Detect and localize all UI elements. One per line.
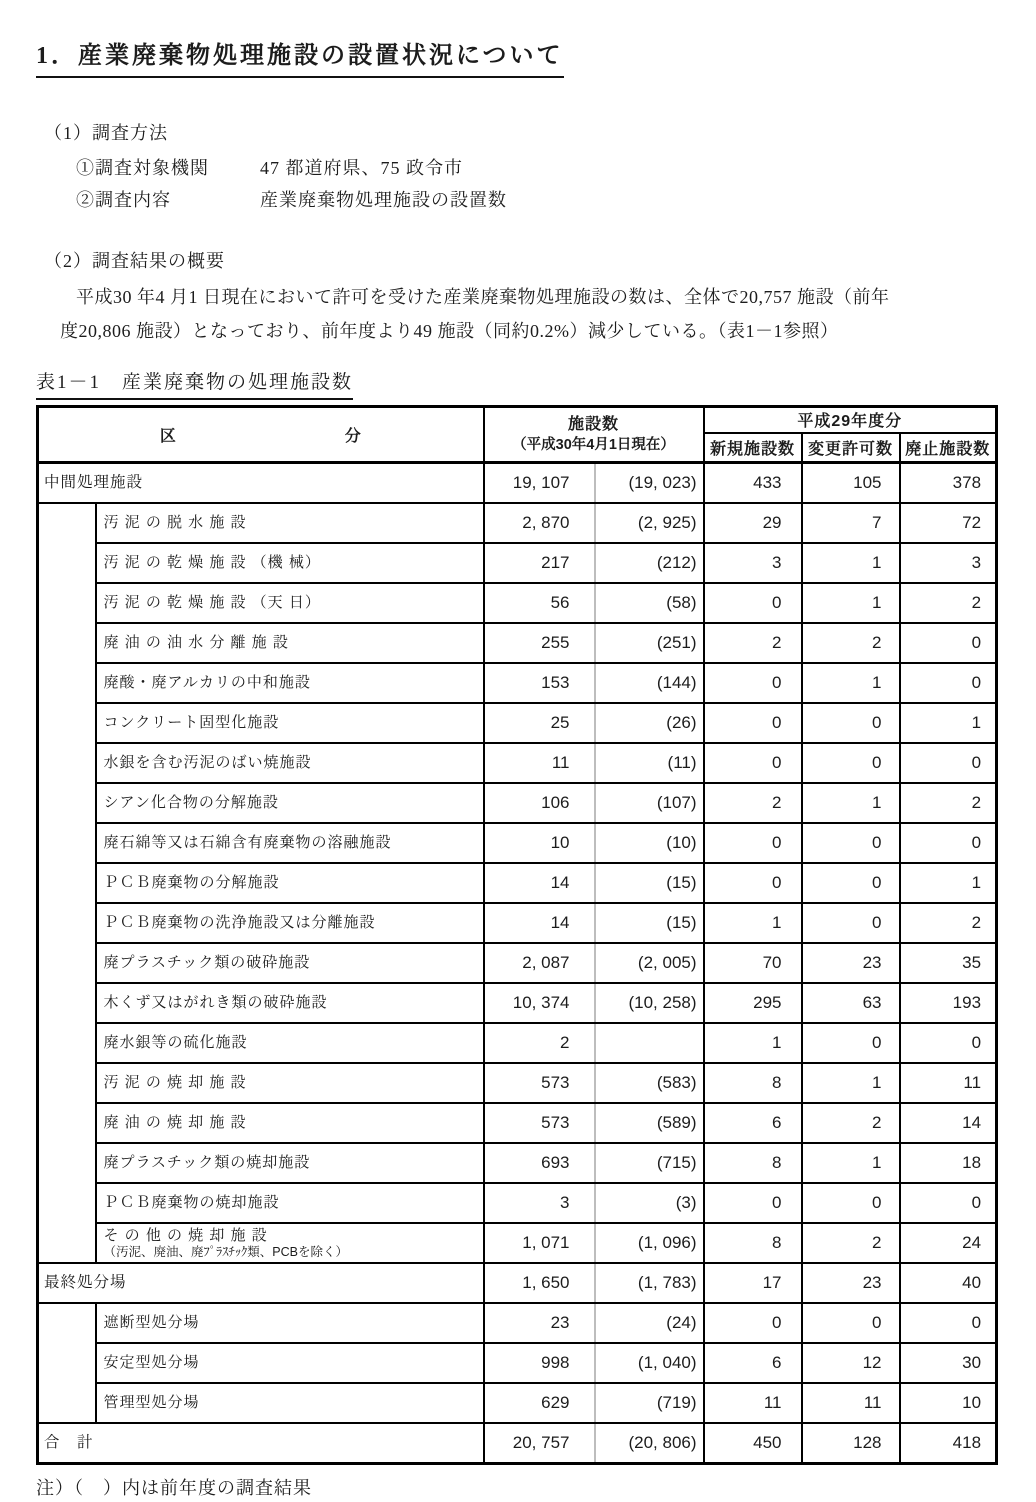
- indent-spacer: [38, 1303, 96, 1423]
- facilities-count-cell: 2, 087: [484, 943, 595, 983]
- change-permits-cell: 1: [802, 663, 900, 703]
- facilities-prev-count-cell: (251): [595, 623, 704, 663]
- facilities-count-cell: 217: [484, 543, 595, 583]
- change-permits-cell: 1: [802, 1143, 900, 1183]
- facilities-prev-count-cell: (719): [595, 1383, 704, 1423]
- row-label: 安定型処分場: [96, 1343, 484, 1383]
- facilities-count-cell: 10: [484, 823, 595, 863]
- abolished-facilities-cell: 193: [900, 983, 997, 1023]
- table-row: [38, 743, 997, 783]
- table-caption: 表1－1 産業廃棄物の処理施設数: [36, 370, 353, 400]
- new-facilities-cell: 0: [704, 663, 802, 703]
- change-permits-cell: 2: [802, 1103, 900, 1143]
- facilities-count-cell: 3: [484, 1183, 595, 1223]
- table-row: [38, 1143, 997, 1183]
- change-permits-cell: 23: [802, 943, 900, 983]
- row-label: 廃プラスチック類の破砕施設: [96, 943, 484, 983]
- abolished-facilities-cell: 0: [900, 1183, 997, 1223]
- change-permits-cell: 7: [802, 503, 900, 543]
- table-row: [38, 1023, 997, 1063]
- table-row: [38, 1103, 997, 1143]
- row-label: ＰＣＢ廃棄物の洗浄施設又は分離施設: [96, 903, 484, 943]
- facilities-prev-count-cell: (11): [595, 743, 704, 783]
- facilities-prev-count-cell: (589): [595, 1103, 704, 1143]
- survey-content-label: ②調査内容: [76, 190, 171, 210]
- facilities-count-cell: 14: [484, 903, 595, 943]
- facilities-count-cell: 23: [484, 1303, 595, 1343]
- facilities-prev-count-cell: (2, 925): [595, 503, 704, 543]
- row-label: 廃水銀等の硫化施設: [96, 1023, 484, 1063]
- abolished-facilities-cell: 0: [900, 1303, 997, 1343]
- table-body: [38, 463, 997, 1464]
- abolished-facilities-cell: 40: [900, 1263, 997, 1303]
- facilities-prev-count-cell: (715): [595, 1143, 704, 1183]
- row-label: 廃 油 の 油 水 分 離 施 設: [96, 623, 484, 663]
- facilities-count-cell: 1, 650: [484, 1263, 595, 1303]
- abolished-facilities-cell: 2: [900, 583, 997, 623]
- row-label: 廃プラスチック類の焼却施設: [96, 1143, 484, 1183]
- new-facilities-cell: 8: [704, 1143, 802, 1183]
- row-label: 最終処分場: [38, 1263, 484, 1303]
- facilities-prev-count-cell: (24): [595, 1303, 704, 1343]
- facilities-prev-count-cell: (58): [595, 583, 704, 623]
- facilities-prev-count-cell: (2, 005): [595, 943, 704, 983]
- abolished-facilities-cell: 35: [900, 943, 997, 983]
- new-facilities-cell: 17: [704, 1263, 802, 1303]
- row-label: 廃酸・廃アルカリの中和施設: [96, 663, 484, 703]
- facilities-count-cell: 10, 374: [484, 983, 595, 1023]
- facilities-count-cell: 2, 870: [484, 503, 595, 543]
- row-label: 木くず又はがれき類の破砕施設: [96, 983, 484, 1023]
- table-row: [38, 543, 997, 583]
- row-label: 水銀を含む汚泥のばい焼施設: [96, 743, 484, 783]
- facilities-prev-count-cell: (15): [595, 903, 704, 943]
- change-permits-cell: 128: [802, 1423, 900, 1464]
- row-label: 廃 油 の 焼 却 施 設: [96, 1103, 484, 1143]
- abolished-facilities-cell: 1: [900, 863, 997, 903]
- facilities-count-cell: 25: [484, 703, 595, 743]
- new-facilities-cell: 6: [704, 1103, 802, 1143]
- facilities-count-cell: 153: [484, 663, 595, 703]
- survey-content-value: 産業廃棄物処理施設の設置数: [260, 190, 507, 210]
- change-permits-cell: 1: [802, 543, 900, 583]
- section2-heading: （2）調査結果の概要: [44, 251, 225, 271]
- row-label: 中間処理施設: [38, 463, 484, 504]
- section-survey-method: [36, 120, 998, 216]
- facilities-count-cell: 2: [484, 1023, 595, 1063]
- facilities-prev-count-cell: [595, 1023, 704, 1063]
- new-facilities-cell: 1: [704, 1023, 802, 1063]
- change-permits-cell: 1: [802, 783, 900, 823]
- facilities-count-cell: 1, 071: [484, 1223, 595, 1263]
- new-facilities-cell: 2: [704, 623, 802, 663]
- header-h29-group: 平成29年度分: [704, 407, 997, 433]
- table-row: [38, 1183, 997, 1223]
- table-row: [38, 1223, 997, 1263]
- abolished-facilities-cell: 10: [900, 1383, 997, 1423]
- row-label: 管理型処分場: [96, 1383, 484, 1423]
- abolished-facilities-cell: 1: [900, 703, 997, 743]
- table-row: [38, 823, 997, 863]
- change-permits-cell: 0: [802, 903, 900, 943]
- table-row: [38, 903, 997, 943]
- facilities-prev-count-cell: (1, 783): [595, 1263, 704, 1303]
- abolished-facilities-cell: 30: [900, 1343, 997, 1383]
- new-facilities-cell: 0: [704, 703, 802, 743]
- new-facilities-cell: 1: [704, 903, 802, 943]
- row-label: ＰＣＢ廃棄物の焼却施設: [96, 1183, 484, 1223]
- table-row: [38, 663, 997, 703]
- facilities-count-cell: 20, 757: [484, 1423, 595, 1464]
- abolished-facilities-cell: 0: [900, 743, 997, 783]
- change-permits-cell: 2: [802, 1223, 900, 1263]
- row-label: コンクリート固型化施設: [96, 703, 484, 743]
- change-permits-cell: 0: [802, 743, 900, 783]
- facilities-count-cell: 19, 107: [484, 463, 595, 504]
- facilities-prev-count-cell: (1, 040): [595, 1343, 704, 1383]
- new-facilities-cell: 0: [704, 1183, 802, 1223]
- facilities-count-cell: 14: [484, 863, 595, 903]
- new-facilities-cell: 8: [704, 1063, 802, 1103]
- facilities-count-cell: 573: [484, 1063, 595, 1103]
- summary-line2: 度20,806 施設）となっており、前年度より49 施設（同約0.2%）減少している。（表1－1参照）: [60, 321, 839, 341]
- facilities-prev-count-cell: (1, 096): [595, 1223, 704, 1263]
- header-category-left: 区: [159, 428, 177, 445]
- table-row: [38, 863, 997, 903]
- row-label: 合 計: [38, 1423, 484, 1464]
- footnote: 注）（ ）内は前年度の調査結果: [36, 1478, 312, 1498]
- facilities-prev-count-cell: (212): [595, 543, 704, 583]
- table-row: [38, 503, 997, 543]
- abolished-facilities-cell: 418: [900, 1423, 997, 1464]
- table-row: [38, 583, 997, 623]
- section1-heading: （1）調査方法: [44, 123, 168, 143]
- new-facilities-cell: 11: [704, 1383, 802, 1423]
- page-title: 1．産業廃棄物処理施設の設置状況について: [36, 40, 564, 78]
- new-facilities-cell: 450: [704, 1423, 802, 1464]
- change-permits-cell: 23: [802, 1263, 900, 1303]
- new-facilities-cell: 0: [704, 863, 802, 903]
- facilities-prev-count-cell: (3): [595, 1183, 704, 1223]
- facilities-count-cell: 255: [484, 623, 595, 663]
- header-abolished-count: 廃止施設数: [900, 433, 997, 463]
- change-permits-cell: 0: [802, 1183, 900, 1223]
- row-label: 廃石綿等又は石綿含有廃棄物の溶融施設: [96, 823, 484, 863]
- header-new-count: 新規施設数: [704, 433, 802, 463]
- row-label: 遮断型処分場: [96, 1303, 484, 1343]
- new-facilities-cell: 0: [704, 1303, 802, 1343]
- header-changed-count: 変更許可数: [802, 433, 900, 463]
- abolished-facilities-cell: 14: [900, 1103, 997, 1143]
- abolished-facilities-cell: 24: [900, 1223, 997, 1263]
- table-row: [38, 1423, 997, 1464]
- change-permits-cell: 0: [802, 1303, 900, 1343]
- facilities-count-cell: 693: [484, 1143, 595, 1183]
- table-row: [38, 463, 997, 504]
- header-category-right: 分: [344, 428, 362, 445]
- abolished-facilities-cell: 11: [900, 1063, 997, 1103]
- row-label: 汚 泥 の 乾 燥 施 設 （機 械）: [96, 543, 484, 583]
- new-facilities-cell: 0: [704, 583, 802, 623]
- table-row: [38, 1263, 997, 1303]
- abolished-facilities-cell: 378: [900, 463, 997, 504]
- facilities-prev-count-cell: (19, 023): [595, 463, 704, 504]
- abolished-facilities-cell: 0: [900, 663, 997, 703]
- survey-target-value: 47 都道府県、75 政令市: [260, 158, 463, 178]
- indent-spacer: [38, 503, 96, 1263]
- facilities-count-cell: 573: [484, 1103, 595, 1143]
- facilities-prev-count-cell: (26): [595, 703, 704, 743]
- abolished-facilities-cell: 0: [900, 623, 997, 663]
- table-row: [38, 1063, 997, 1103]
- abolished-facilities-cell: 2: [900, 903, 997, 943]
- change-permits-cell: 1: [802, 1063, 900, 1103]
- new-facilities-cell: 70: [704, 943, 802, 983]
- new-facilities-cell: 295: [704, 983, 802, 1023]
- facilities-prev-count-cell: (107): [595, 783, 704, 823]
- change-permits-cell: 11: [802, 1383, 900, 1423]
- change-permits-cell: 0: [802, 1023, 900, 1063]
- row-label: そ の 他 の 焼 却 施 設 （汚泥、廃油、廃ﾌﾟﾗｽﾁｯｸ類、PCBを除く）: [96, 1223, 484, 1263]
- new-facilities-cell: 2: [704, 783, 802, 823]
- table-row: [38, 1303, 997, 1343]
- change-permits-cell: 12: [802, 1343, 900, 1383]
- change-permits-cell: 1: [802, 583, 900, 623]
- row-label: シアン化合物の分解施設: [96, 783, 484, 823]
- table-row: [38, 783, 997, 823]
- new-facilities-cell: 6: [704, 1343, 802, 1383]
- survey-target-row: [76, 152, 998, 184]
- change-permits-cell: 105: [802, 463, 900, 504]
- header-facilities-count: [484, 407, 704, 463]
- change-permits-cell: 0: [802, 823, 900, 863]
- change-permits-cell: 0: [802, 863, 900, 903]
- table-row: [38, 703, 997, 743]
- new-facilities-cell: 3: [704, 543, 802, 583]
- facilities-prev-count-cell: (583): [595, 1063, 704, 1103]
- new-facilities-cell: 29: [704, 503, 802, 543]
- facilities-prev-count-cell: (10): [595, 823, 704, 863]
- summary-paragraph: [60, 280, 998, 348]
- facilities-prev-count-cell: (15): [595, 863, 704, 903]
- facilities-prev-count-cell: (20, 806): [595, 1423, 704, 1464]
- facilities-count-cell: 629: [484, 1383, 595, 1423]
- table-row: [38, 1383, 997, 1423]
- table-row: [38, 983, 997, 1023]
- row-label: 汚 泥 の 乾 燥 施 設 （天 日）: [96, 583, 484, 623]
- facilities-table: [36, 405, 998, 1465]
- facilities-prev-count-cell: (144): [595, 663, 704, 703]
- abolished-facilities-cell: 72: [900, 503, 997, 543]
- row-label: 汚 泥 の 脱 水 施 設: [96, 503, 484, 543]
- new-facilities-cell: 0: [704, 823, 802, 863]
- abolished-facilities-cell: 0: [900, 823, 997, 863]
- row-label: 汚 泥 の 焼 却 施 設: [96, 1063, 484, 1103]
- table-row: [38, 1343, 997, 1383]
- facilities-count-cell: 106: [484, 783, 595, 823]
- facilities-count-cell: 11: [484, 743, 595, 783]
- header-category: [38, 407, 484, 463]
- change-permits-cell: 63: [802, 983, 900, 1023]
- new-facilities-cell: 8: [704, 1223, 802, 1263]
- facilities-prev-count-cell: (10, 258): [595, 983, 704, 1023]
- table-row: [38, 623, 997, 663]
- header-facilities-line1: 施設数: [568, 415, 620, 433]
- row-label: ＰＣＢ廃棄物の分解施設: [96, 863, 484, 903]
- survey-target-label: ①調査対象機関: [76, 158, 209, 178]
- survey-content-row: [76, 184, 998, 216]
- section-survey-results: [36, 248, 998, 348]
- change-permits-cell: 0: [802, 703, 900, 743]
- new-facilities-cell: 0: [704, 743, 802, 783]
- abolished-facilities-cell: 3: [900, 543, 997, 583]
- summary-line1: 平成30 年4 月1 日現在において許可を受けた産業廃棄物処理施設の数は、全体で20,757 施設（前年: [76, 287, 890, 307]
- change-permits-cell: 2: [802, 623, 900, 663]
- header-facilities-line2: （平成30年4月1日現在）: [512, 436, 675, 453]
- abolished-facilities-cell: 0: [900, 1023, 997, 1063]
- facilities-count-cell: 56: [484, 583, 595, 623]
- abolished-facilities-cell: 2: [900, 783, 997, 823]
- abolished-facilities-cell: 18: [900, 1143, 997, 1183]
- new-facilities-cell: 433: [704, 463, 802, 504]
- table-row: [38, 943, 997, 983]
- facilities-count-cell: 998: [484, 1343, 595, 1383]
